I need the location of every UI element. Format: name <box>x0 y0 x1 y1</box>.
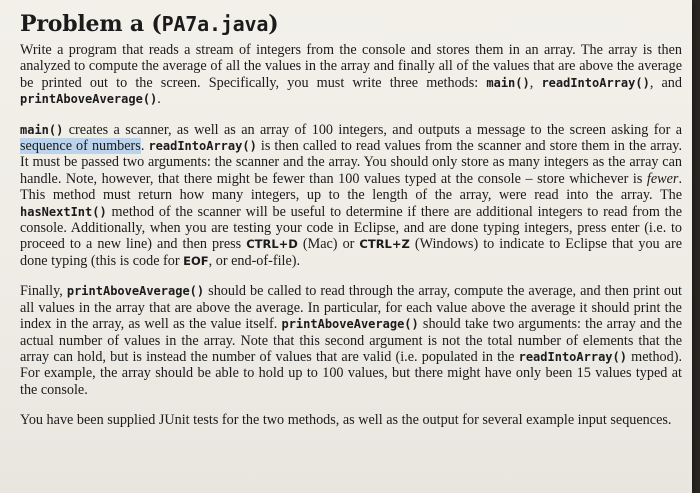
code-readintoarray: readIntoArray() <box>541 75 650 90</box>
code-readintoarray: readIntoArray() <box>518 349 627 364</box>
key-ctrl-d: CTRL+D <box>246 237 298 252</box>
text-run: method). For example, the array should be able to hold up to 100 values, but there might have only been 15 values typed at the console. <box>20 348 682 398</box>
paragraph-main-method <box>20 122 682 270</box>
emphasis-fewer: fewer <box>646 170 679 187</box>
text-run: Write a program that reads a stream of integers from the console and stores them in an array. The array is then analyzed to compute the average of all the values in the array and finally all of the values that are above the average be printed out to the screen. Specifically, you must write three methods: <box>20 42 682 91</box>
text-run: (Mac) or <box>297 236 360 253</box>
highlighted-selection[interactable]: sequence of numbers <box>20 138 141 155</box>
code-readintoarray: readIntoArray() <box>148 139 257 154</box>
text-run: creates a scanner, as well as an array of 100 integers, and outputs a message to the screen asking for a <box>63 121 682 138</box>
text-run: is then called to read values from the scanner and store them in the array. It must be passed two arguments: the scanner and the array. You should only store as many integers as the array can handle. Note, however, that there might be fewer than 100 values typed at the console – store whichever is <box>20 138 683 187</box>
text-run: , or end-of-file). <box>208 252 301 269</box>
text-run: (Windows) to indicate to Eclipse that you are done typing (this is code for <box>20 236 682 269</box>
paragraph-junit <box>20 412 682 428</box>
text-run: . <box>140 138 149 155</box>
code-hasnextint: hasNextInt() <box>20 204 107 219</box>
text-run: Finally, <box>20 283 67 300</box>
text-run: You have been supplied JUnit tests for the two methods, as well as the output for several example input sequences. <box>20 412 672 429</box>
title-close: ) <box>268 11 279 37</box>
text-run: , <box>529 74 542 91</box>
paragraph-print-above-average <box>20 283 682 398</box>
text-run: should take two arguments: the array and the actual number of values in the array. Note that this second argument is not the total number of elements that the array can hold, but is instead the number of values that are valid (i.e. populated in the <box>20 316 682 365</box>
text-run: method of the scanner will be useful to determine if there are additional integers to read from the console. Additionally, when you are testing your code in Eclipse, and are done typing integers, press enter (i.e. to proceed to a new line) and then press <box>20 203 682 253</box>
code-main: main() <box>20 122 64 137</box>
key-eof: EOF <box>183 253 209 268</box>
code-printaboveaverage: printAboveAverage() <box>281 317 419 332</box>
text-run: . <box>157 91 161 108</box>
code-printaboveaverage: printAboveAverage() <box>20 92 158 107</box>
title-filename: PA7a.java <box>161 12 269 36</box>
title-text: Problem a ( <box>20 11 162 37</box>
text-run: should be called to read through the array, compute the average, and then print out all values in the array that are above the average. In particular, for each value above the average it should print the index in the array, as well as the value itself. <box>20 283 682 333</box>
paragraph-intro <box>20 42 682 108</box>
problem-title <box>20 8 682 40</box>
code-main: main() <box>486 75 530 90</box>
code-printaboveaverage: printAboveAverage() <box>66 284 205 299</box>
text-run: . This method must return how many integers, up to the length of the array, were read into the array. The <box>20 170 682 204</box>
key-ctrl-z: CTRL+Z <box>359 237 410 252</box>
text-run: , and <box>649 74 682 91</box>
document-content <box>20 8 682 443</box>
